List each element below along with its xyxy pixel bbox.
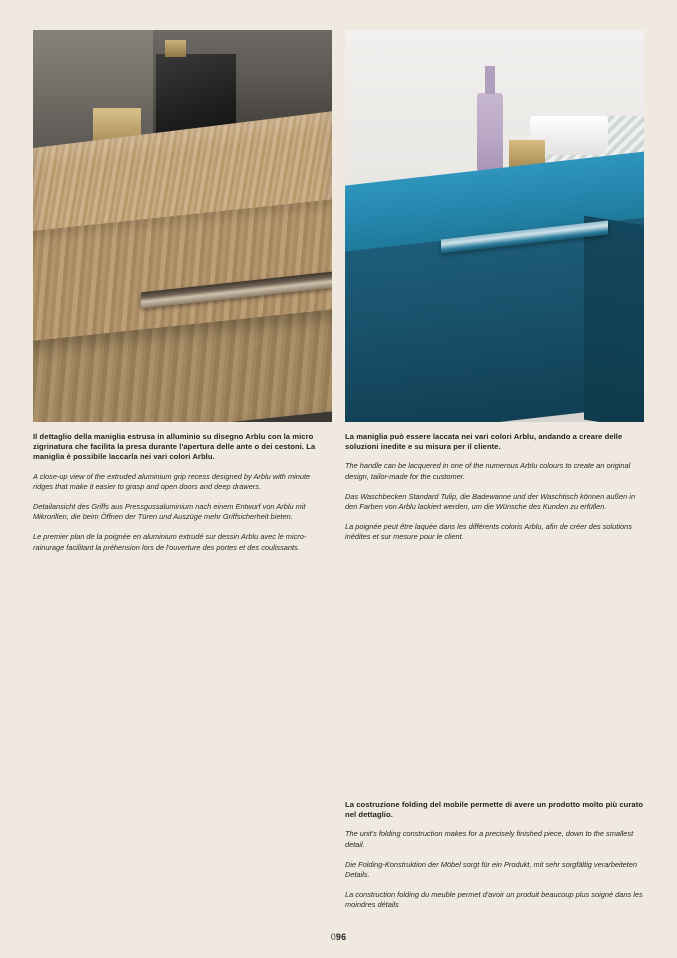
page-number (0, 932, 677, 942)
right-caption-fr: La poignée peut être laquée dans les différents coloris Arblu, afin de créer des solutions inédites et sur mesure pour le client. (345, 522, 632, 542)
right-caption-en: The handle can be lacquered in one of the numerous Arblu colours to create an original design, tailor-made for the customer. (345, 461, 631, 481)
left-caption-en: A close-up view of the extruded aluminium grip recess designed by Arblu with minute ridges that make it easier to grasp and open doors and deep drawers. (33, 471, 311, 491)
blue-vanity-handle-detail-image (345, 30, 644, 422)
bottom-caption-de: Die Folding-Konstruktion der Möbel sorgt für ein Produkt, mit sehr sorgfältig verarbeiteten Details. (345, 859, 638, 880)
right-caption-de: Das Waschbecken Standard Tulip, die Badewanne und der Waschtisch können außen in den Farben von Arblu lackiert werden, um die Wünsche des Kunden zu erfüllen. (345, 491, 636, 512)
wood-scene (33, 30, 332, 422)
blue-scene (345, 30, 644, 422)
page-number-prefix: 0 (330, 932, 336, 942)
left-caption-lead-it: Il dettaglio della maniglia estrusa in alluminio su disegno Arblu con la micro zigrinatura che facilita la presa durante l'apertura delle ante o dei cestoni. La maniglia è possibile laccarla nei vari colori Arblu. (33, 432, 316, 462)
page-number-value: 96 (335, 932, 347, 942)
left-caption-de: Detailansicht des Griffs aus Pressgussaluminium nach einem Entwurf von Arblu mit Mikrorillen, die beim Öffnen der Türen und Auszüge mehr Griffsicherheit bieten. (33, 502, 306, 522)
bottom-caption-fr: La construction folding du meuble permet d'avoir un produit beaucoup plus soigné dans les moindres détails (345, 890, 643, 910)
wood-vanity-handle-detail-image (33, 30, 332, 422)
bottom-caption-lead-it: La costruzione folding del mobile permette di avere un prodotto molto più curato nel dettaglio. (345, 800, 644, 820)
left-caption-fr: Le premier plan de la poignée en aluminium extrudé sur dessin Arblu avec le micro-rainurage facilitant la préhension lors de l'ouverture des portes et des coulissants. (33, 532, 307, 552)
bottom-caption-en: The unit's folding construction makes for a precisely finished piece, down to the smallest detail. (345, 829, 634, 849)
blue-side-panel (584, 216, 644, 422)
left-caption-block (33, 432, 332, 553)
right-caption-block (345, 432, 644, 543)
glass-bottle (477, 93, 504, 171)
right-caption-lead-it: La maniglia può essere laccata nei vari colori Arblu, andando a creare delle soluzioni inedite e su misura per il cliente. (345, 432, 623, 452)
bottom-caption-block (345, 800, 644, 911)
